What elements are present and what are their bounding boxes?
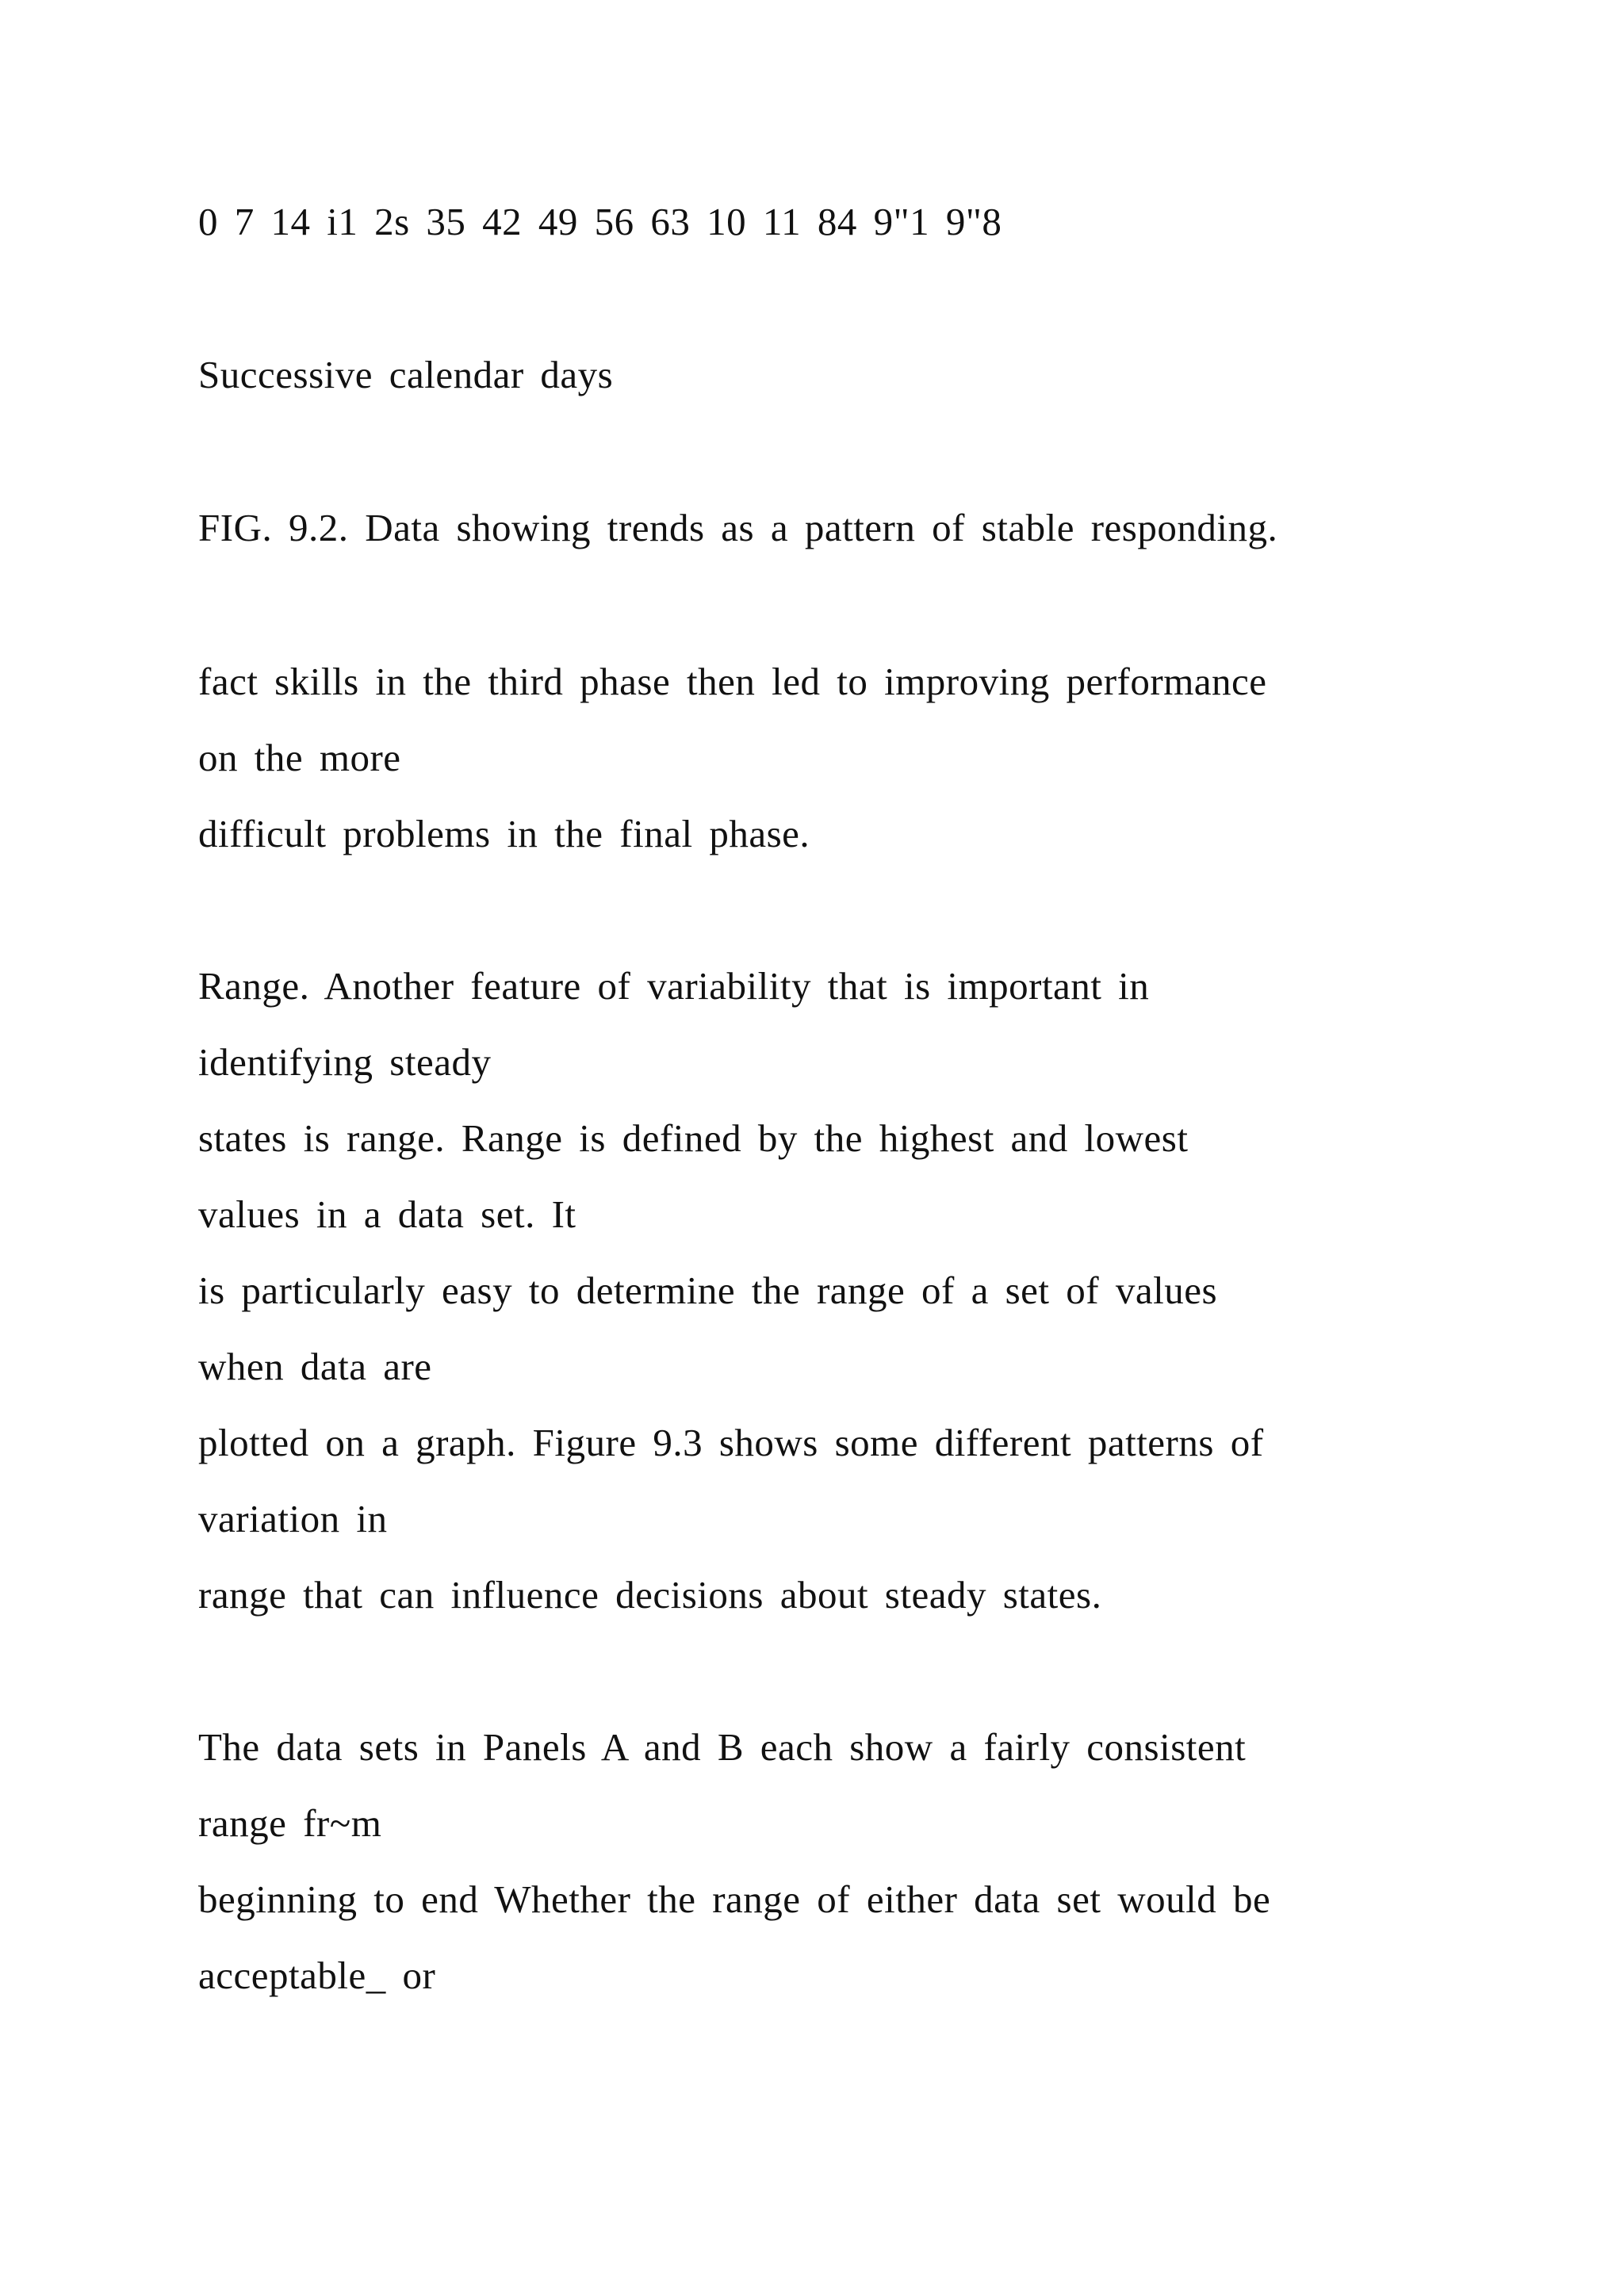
paragraph-line: values in a data set. It	[198, 1192, 576, 1236]
paragraph-line: identifying steady	[198, 1040, 492, 1084]
figure-caption: FIG. 9.2. Data showing trends as a pattern of stable responding.	[198, 506, 1278, 549]
paragraph-line: when data are	[198, 1345, 432, 1388]
paragraph-line: is particularly easy to determine the range of a set of values	[198, 1269, 1218, 1312]
paragraph-line: difficult problems in the final phase.	[198, 812, 810, 855]
paragraph-line: beginning to end Whether the range of either data set would be	[198, 1877, 1271, 1921]
paragraph-line: on the more	[198, 736, 401, 779]
paragraph-line: fact skills in the third phase then led to improving performance	[198, 660, 1267, 703]
paragraph-line: variation in	[198, 1497, 388, 1540]
axis-tick-labels: 0 7 14 i1 2s 35 42 49 56 63 10 11 84 9"1 9"8	[198, 200, 1002, 243]
paragraph-line: The data sets in Panels A and B each show a fairly consistent	[198, 1725, 1247, 1769]
paragraph-line: acceptable_ or	[198, 1954, 436, 1997]
axis-label: Successive calendar days	[198, 353, 614, 396]
paragraph-line: Range. Another feature of variability that is important in	[198, 964, 1150, 1008]
paragraph-line: range fr~m	[198, 1801, 382, 1845]
paragraph-line: plotted on a graph. Figure 9.3 shows some different patterns of	[198, 1421, 1264, 1464]
paragraph-line: range that can influence decisions about steady states.	[198, 1573, 1102, 1617]
paragraph-line: states is range. Range is defined by the highest and lowest	[198, 1116, 1189, 1160]
